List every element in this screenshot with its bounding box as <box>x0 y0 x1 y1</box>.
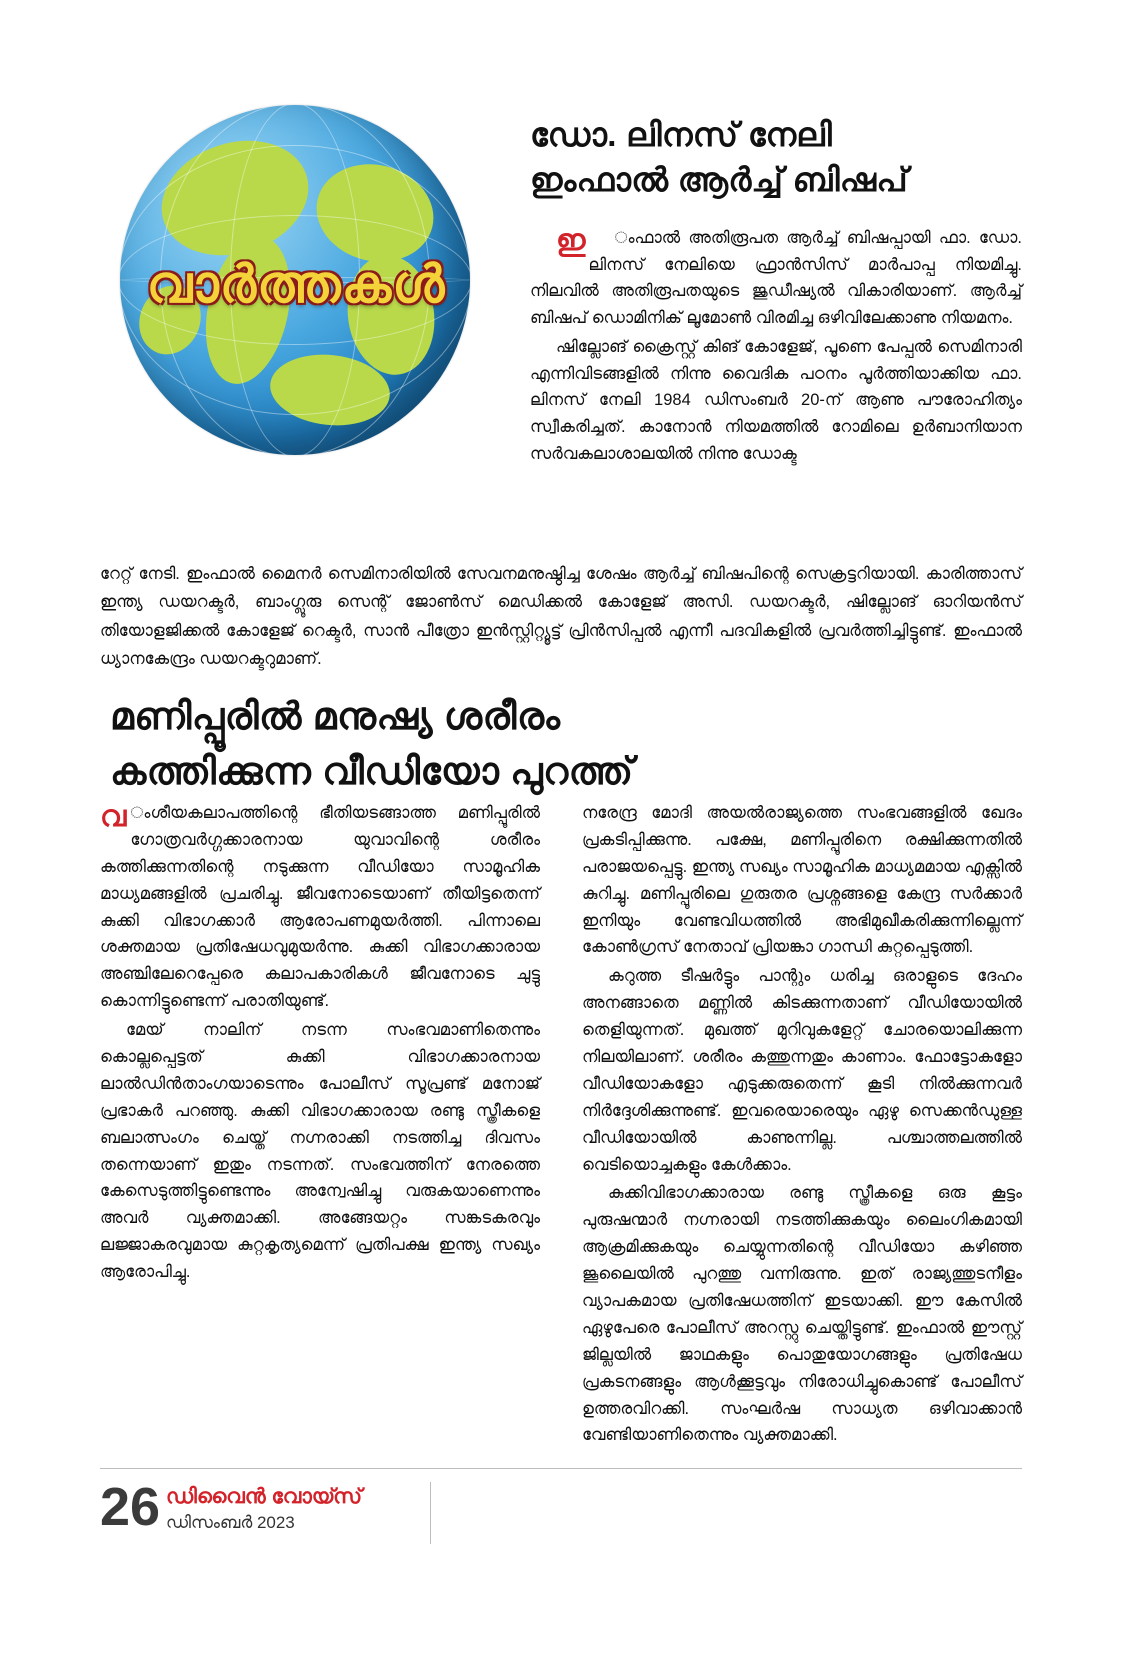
footer-divider-line <box>100 1468 1022 1469</box>
masthead <box>166 1484 416 1534</box>
news-logo <box>120 105 480 465</box>
body-column-right <box>582 800 1022 1451</box>
top-paragraph-1-text: ംഫാൽ അതിരൂപത ആർച്ച് ബിഷപ്പായി ഫാ. ഡോ. ലിനസ് നേലിയെ ഫ്രാൻസിസ് മാർപാപ്പ നിയമിച്ചു. നിലവിൽ അതിരൂപതയുടെ ജുഡീഷ്യൽ വികാരിയാണ്. ആർച്ച് ബിഷപ് ഡൊമിനിക് ലൂമോൺ വിരമിച്ച ഒഴിവിലേക്കാണു നിയമനം. <box>530 229 1022 328</box>
dropcap: ഇ <box>556 224 586 257</box>
masthead-title: ഡിവൈൻ വോയ്സ് <box>166 1485 363 1508</box>
top-article-lead <box>530 225 1022 469</box>
top-article-section <box>100 95 1025 565</box>
dropcap: വ <box>100 800 127 833</box>
left-paragraph-1-text: ംശീയകലാപത്തിന്റെ ഭീതിയടങ്ങാത്ത മണിപ്പൂരിൽ ഗോത്രവർഗ്ഗക്കാരനായ യുവാവിന്റെ ശരീരം കത്തിക്കുന്നതിന്റെ നടുക്കുന്ന വീഡിയോ സാമൂഹിക മാധ്യമങ്ങളിൽ പ്രചരിച്ചു. ജീവനോടെയാണ് തീയിട്ടതെന്ന് കുക്കി വിഭാഗക്കാർ ആരോപണമുയർത്തി. പിന്നാലെ ശക്തമായ പ്രതിഷേധവുമുയർന്നു. കുക്കി വിഭാഗക്കാരായ അഞ്ചിലേറെപ്പേരെ കലാപകാരികൾ ജീവനോടെ ചുട്ടു കൊന്നിട്ടുണ്ടെന്ന് പരാതിയുണ്ട്. <box>100 804 540 1011</box>
right-paragraph-1: നരേന്ദ്ര മോദി അയൽരാജ്യത്തെ സംഭവങ്ങളിൽ ഖേദം പ്രകടിപ്പിക്കുന്നു. പക്ഷേ, മണിപ്പൂരിനെ രക്ഷിക്കുന്നതിൽ പരാജയപ്പെട്ടു. ഇന്ത്യ സഖ്യം സാമൂഹിക മാധ്യമമായ എക്സിൽ കുറിച്ചു. മണിപ്പൂരിലെ ഗുരുതര പ്രശ്നങ്ങളെ കേന്ദ്ര സർക്കാർ ഇനിയും വേണ്ടവിധത്തിൽ അഭിമുഖീകരിക്കുന്നില്ലെന്ന് കോൺഗ്രസ് നേതാവ് പ്രിയങ്കാ ഗാന്ധി കുറ്റപ്പെടുത്തി. <box>582 804 1022 957</box>
body-column-left <box>100 800 540 1288</box>
footer-vertical-rule <box>430 1482 431 1544</box>
main-headline <box>110 690 1015 800</box>
top-headline-line2: ഇംഫാൽ ആർച്ച് ബിഷപ് <box>530 160 908 198</box>
logo-text: വാർത്തകൾ <box>146 256 446 314</box>
top-headline-line1: ഡോ. ലിനസ് നേലി <box>530 116 833 153</box>
page-number: 26 <box>100 1477 161 1537</box>
article-body <box>100 800 1022 1445</box>
top-paragraph-1 <box>530 225 1022 332</box>
right-paragraph-2: കറുത്ത ടീഷർട്ടും പാന്റും ധരിച്ച ഒരാളുടെ ദേഹം അനങ്ങാതെ മണ്ണിൽ കിടക്കുന്നതാണ് വീഡിയോയിൽ തെളിയുന്നത്. മുഖത്ത് മുറിവുകളേറ്റ് ചോരയൊലിക്കുന്ന നിലയിലാണ്. ശരീരം കത്തുന്നതും കാണാം. ഫോട്ടോകളോ വീഡിയോകളോ എടുക്കരുതെന്ന് കൂടി നിൽക്കുന്നവർ നിർദ്ദേശിക്കുന്നുണ്ട്. ഇവരെയാരെയും ഏഴു സെക്കൻഡുള്ള വീഡിയോയിൽ കാണുന്നില്ല. പശ്ചാത്തലത്തിൽ വെടിയൊച്ചകളും കേൾക്കാം. <box>582 967 1022 1174</box>
main-headline-line2: കത്തിക്കുന്ന വീഡിയോ പുറത്ത് <box>110 751 634 794</box>
left-paragraph-1 <box>100 800 540 1015</box>
top-headline <box>530 113 1020 202</box>
left-paragraph-2: മേയ് നാലിന് നടന്ന സംഭവമാണിതെന്നും കൊല്ലപ്പെട്ടത് കുക്കി വിഭാഗക്കാരനായ ലാൽഡിൻതാംഗയാടെന്നും പോലീസ് സൂപ്രണ്ട് മനോജ് പ്രഭാകർ പറഞ്ഞു. കുക്കി വിഭാഗക്കാരായ രണ്ടു സ്ത്രീകളെ ബലാത്സംഗം ചെയ്ത് നഗ്നരാക്കി നടത്തിച്ച ദിവസം തന്നെയാണ് ഇതും നടന്നത്. സംഭവത്തിന് നേരത്തെ കേസെടുത്തിട്ടുണ്ടെന്നും അന്വേഷിച്ചു വരുകയാണെന്നും അവർ വ്യക്തമാക്കി. അങ്ങേയറ്റം സങ്കടകരവും ലജ്ജാകരവുമായ കുറ്റകൃത്യമെന്ന് പ്രതിപക്ഷ ഇന്ത്യ സഖ്യം ആരോപിച്ചു. <box>100 1021 540 1282</box>
masthead-date: ഡിസംബർ 2023 <box>166 1513 295 1533</box>
page-footer <box>100 1477 600 1570</box>
main-headline-line1: മണിപ്പൂരിൽ മനുഷ്യ ശരീരം <box>110 696 561 738</box>
top-paragraph-2: ഷില്ലോങ് ക്രൈസ്റ്റ് കിങ് കോളേജ്, പൂണെ പേപ്പൽ സെമിനാരി എന്നിവിടങ്ങളിൽ നിന്നു വൈദിക പഠനം പൂർത്തിയാക്കിയ ഫാ. ലിനസ് നേലി 1984 ഡിസംബർ 20‑ന് ആണു പൗരോഹിത്യം സ്വീകരിച്ചത്. കാനോൻ നിയമത്തിൽ റോമിലെ ഉർബാനിയാന സർവകലാശാലയിൽ നിന്നു ഡോക്ട <box>530 337 1022 463</box>
right-paragraph-3: കുക്കിവിഭാഗക്കാരായ രണ്ടു സ്ത്രീകളെ ഒരു കൂട്ടം പുരുഷന്മാർ നഗ്നരായി നടത്തിക്കുകയും ലൈംഗികമായി ആക്രമിക്കുകയും ചെയ്യുന്നതിന്റെ വീഡിയോ കഴിഞ്ഞ ജൂലൈയിൽ പുറത്തു വന്നിരുന്നു. ഇത് രാജ്യത്തുടനീളം വ്യാപകമായ പ്രതിഷേധത്തിന് ഇടയാക്കി. ഈ കേസിൽ ഏഴുപേരെ പോലീസ് അറസ്റ്റു ചെയ്തിട്ടുണ്ട്. ഇംഫാൽ ഈസ്റ്റ് ജില്ലയിൽ ജാഥകളും പൊതുയോഗങ്ങളും പ്രതിഷേധ പ്രകടനങ്ങളും ആൾക്കൂട്ടവും നിരോധിച്ചുകൊണ്ട് പോലീസ് ഉത്തരവിറക്കി. സംഘർഷ സാധ്യത ഒഴിവാക്കാൻ വേണ്ടിയാണിതെന്നും വ്യക്തമാക്കി. <box>582 1184 1022 1445</box>
top-article-wide-paragraph: റേറ്റ് നേടി. ഇംഫാൽ മൈനർ സെമിനാരിയിൽ സേവനമനുഷ്ഠിച്ച ശേഷം ആർച്ച് ബിഷപിന്റെ സെക്രട്ടറിയായി. കാരിത്താസ് ഇന്ത്യ ഡയറക്ടർ, ബാംഗ്ലൂരു സെന്റ് ജോൺസ് മെഡിക്കൽ കോളേജ് അസി. ഡയറക്ടർ, ഷില്ലോങ് ഓറിയൻസ് തിയോളജിക്കൽ കോളേജ് റെക്ടർ, സാൻ പീത്രോ ഇൻസ്റ്റിറ്റ്യൂട്ട് പ്രിൻസിപ്പൽ എന്നീ പദവികളിൽ പ്രവർത്തിച്ചിട്ടുണ്ട്. ഇംഫാൽ ധ്യാനകേന്ദ്രം ഡയറക്ടറുമാണ്. <box>100 565 1022 669</box>
